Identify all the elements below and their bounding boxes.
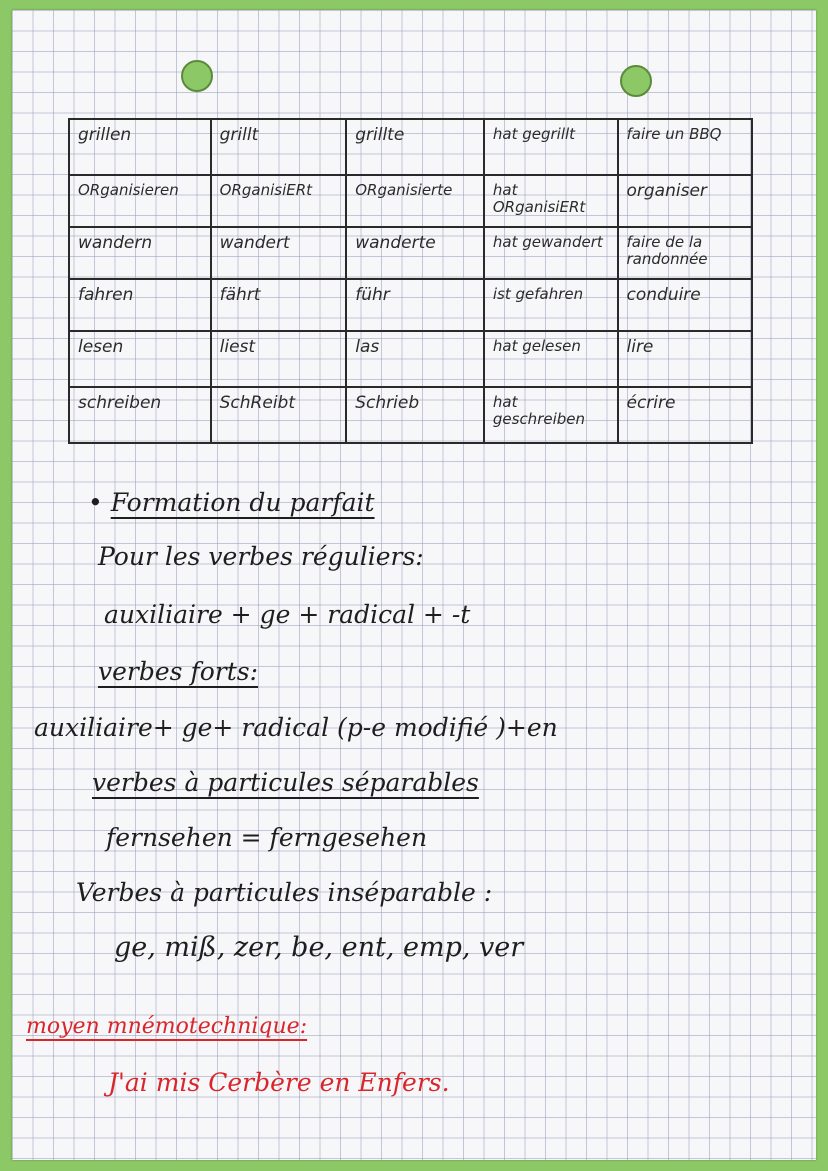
table-cell: grillt <box>211 119 347 175</box>
table-cell: lire <box>618 331 753 387</box>
inseparable-verbs-label: Verbes à particules inséparable : <box>76 878 493 907</box>
section-heading: Formation du parfait <box>110 488 375 517</box>
table-cell: faire de la randonnée <box>618 227 753 279</box>
table-row <box>69 279 752 331</box>
table-cell: hat ORganisiERt <box>484 175 618 227</box>
table-row <box>69 227 752 279</box>
mnemonic-label: moyen mnémotechnique: <box>26 1014 308 1039</box>
table-cell: ORganisieren <box>69 175 211 227</box>
table-cell: ist gefahren <box>484 279 618 331</box>
table-cell: grillen <box>69 119 211 175</box>
table-row <box>69 119 752 175</box>
table-cell: SchReibt <box>211 387 347 443</box>
table-cell: wandern <box>69 227 211 279</box>
table-cell: hat geschreiben <box>484 387 618 443</box>
table-cell: wandert <box>211 227 347 279</box>
table-row <box>69 387 752 443</box>
table-cell: ORganisiERt <box>211 175 347 227</box>
regular-verbs-intro: Pour les verbes réguliers: <box>98 542 424 571</box>
table-cell: schreiben <box>69 387 211 443</box>
table-cell: hat gewandert <box>484 227 618 279</box>
table-cell: conduire <box>618 279 753 331</box>
notebook-page <box>12 10 816 1160</box>
table-cell: hat gegrillt <box>484 119 618 175</box>
table-cell: ORganisierte <box>346 175 484 227</box>
bullet-dot: • <box>88 488 103 517</box>
verb-conjugation-table <box>68 118 753 444</box>
separable-verbs-label: verbes à particules séparables <box>92 768 479 797</box>
table-cell: Schrieb <box>346 387 484 443</box>
heading-line <box>88 488 375 517</box>
strong-verbs-label: verbes forts: <box>98 657 258 686</box>
table-cell: fährt <box>211 279 347 331</box>
table-cell: las <box>346 331 484 387</box>
punch-hole <box>620 65 652 97</box>
table-row <box>69 331 752 387</box>
table-cell: faire un BBQ <box>618 119 753 175</box>
mnemonic-sentence: J'ai mis Cerbère en Enfers. <box>108 1068 450 1097</box>
table-cell: organiser <box>618 175 753 227</box>
inseparable-prefix-list: ge, miß, zer, be, ent, emp, ver <box>114 932 524 963</box>
table-cell: fahren <box>69 279 211 331</box>
table-cell: lesen <box>69 331 211 387</box>
punch-hole <box>181 60 213 92</box>
regular-verbs-rule: auxiliaire + ge + radical + -t <box>104 600 471 629</box>
strong-verbs-rule: auxiliaire+ ge+ radical (p-e modifié )+en <box>34 713 558 742</box>
table-cell: hat gelesen <box>484 331 618 387</box>
table-cell: écrire <box>618 387 753 443</box>
table-cell: liest <box>211 331 347 387</box>
table-cell: wanderte <box>346 227 484 279</box>
table-cell: grillte <box>346 119 484 175</box>
separable-example: fernsehen = ferngesehen <box>106 823 428 852</box>
table-cell: führ <box>346 279 484 331</box>
table-row <box>69 175 752 227</box>
